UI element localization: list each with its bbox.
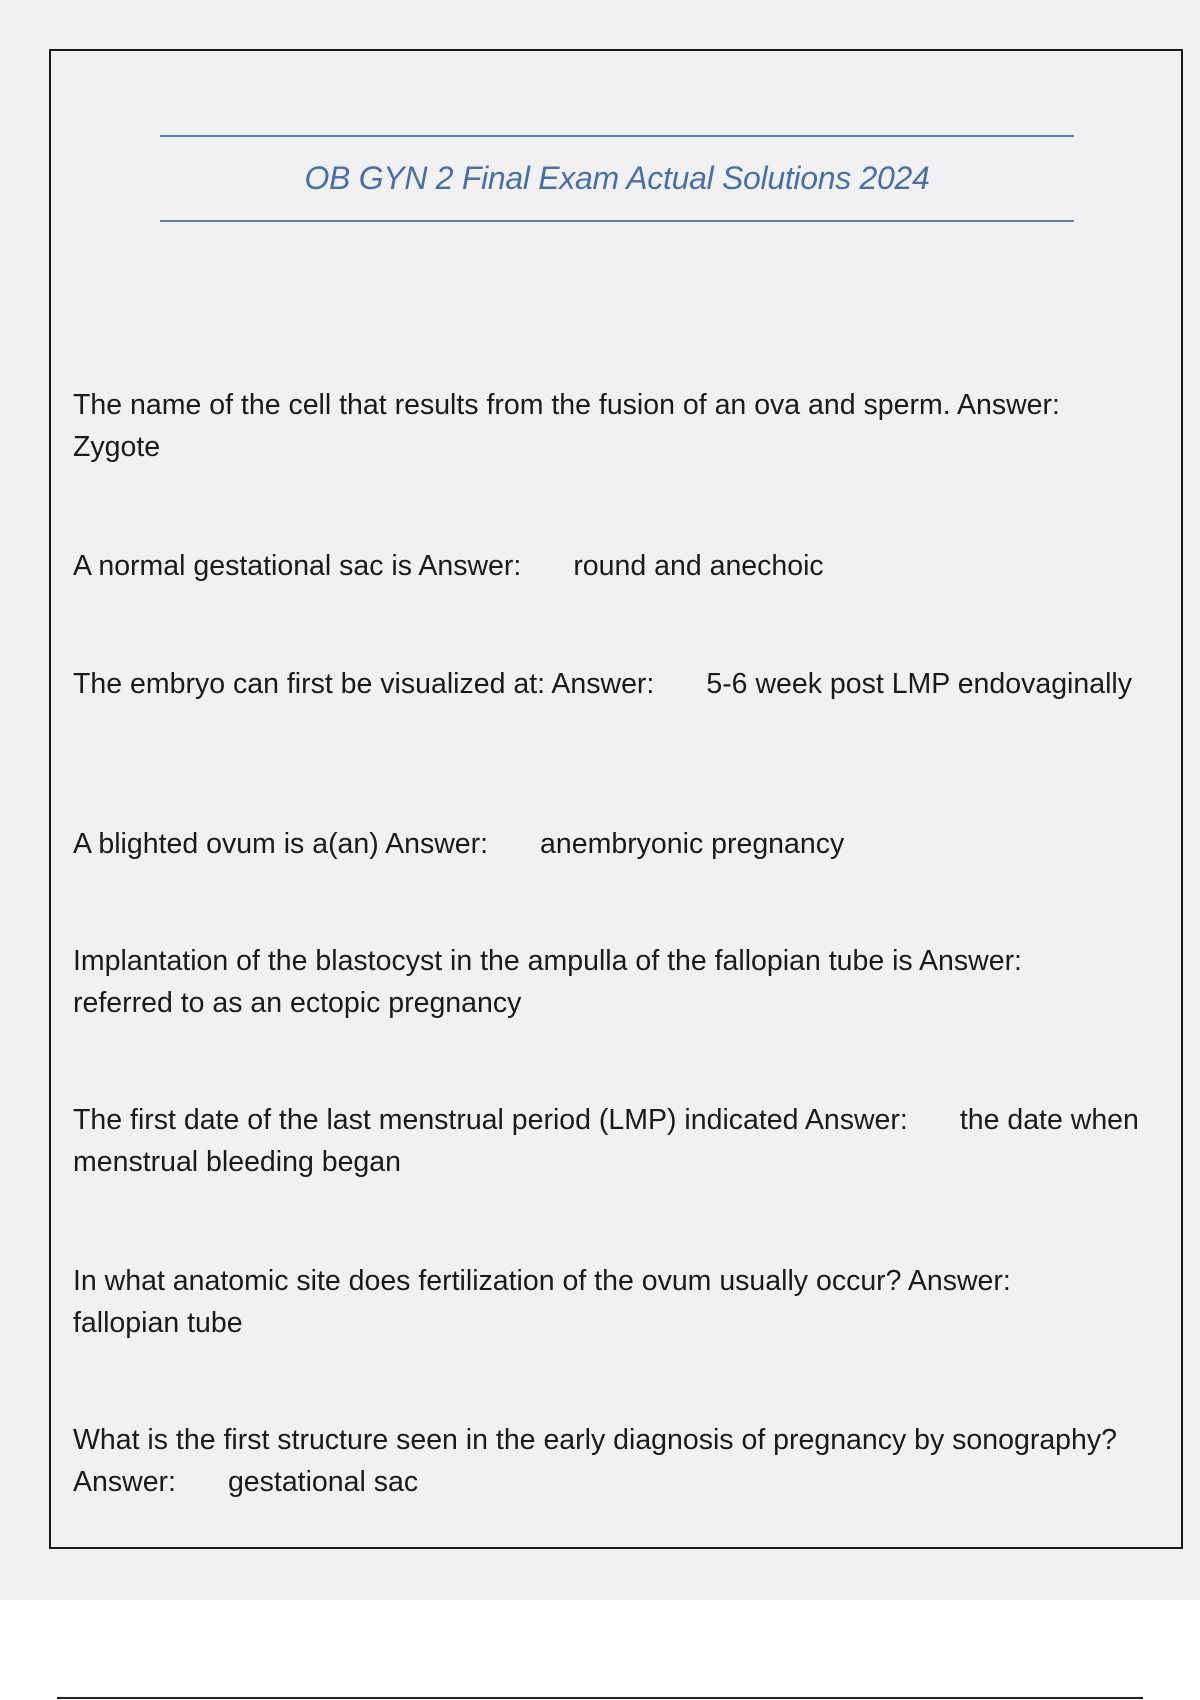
question-text: Implantation of the blastocyst in the ampulla of the fallopian tube is Answer:: [73, 945, 1022, 977]
qa-item-5: [73, 940, 1173, 1024]
footer-divider: [57, 1697, 1143, 1699]
question-text: In what anatomic site does fertilization of the ovum usually occur? Answer:: [73, 1265, 1011, 1297]
qa-item-7: [73, 1260, 1173, 1344]
qa-item-3: [73, 663, 1173, 705]
answer-text: referred to as an ectopic pregnancy: [73, 987, 522, 1019]
answer-text: gestational sac: [227, 1466, 419, 1498]
qa-item-2: [73, 545, 1173, 587]
document-title: OB GYN 2 Final Exam Actual Solutions 2024: [304, 160, 930, 196]
question-text: The embryo can first be visualized at: Answer:: [73, 668, 655, 700]
question-text: The name of the cell that results from the fusion of an ova and sperm. Answer:: [73, 389, 1060, 421]
qa-item-8: [73, 1419, 1173, 1503]
question-text: A normal gestational sac is Answer:: [73, 550, 522, 582]
qa-item-6: [73, 1099, 1173, 1183]
answer-text: round and anechoic: [573, 550, 824, 582]
question-text: What is the first structure seen in the early diagnosis of pregnancy by sonography? Answer:: [73, 1424, 1117, 1498]
qa-item-1: [73, 384, 1173, 468]
answer-text: Zygote: [73, 431, 161, 463]
question-text: A blighted ovum is a(an) Answer:: [73, 828, 489, 860]
answer-text: fallopian tube: [73, 1307, 243, 1339]
answer-text: anembryonic pregnancy: [540, 828, 845, 860]
question-text: The first date of the last menstrual period (LMP) indicated Answer:: [73, 1104, 908, 1136]
title-block: [160, 135, 1074, 222]
answer-text: the date when menstrual bleeding began: [73, 1104, 1139, 1178]
qa-item-4: [73, 823, 1173, 865]
answer-text: 5-6 week post LMP endovaginally: [706, 668, 1132, 700]
